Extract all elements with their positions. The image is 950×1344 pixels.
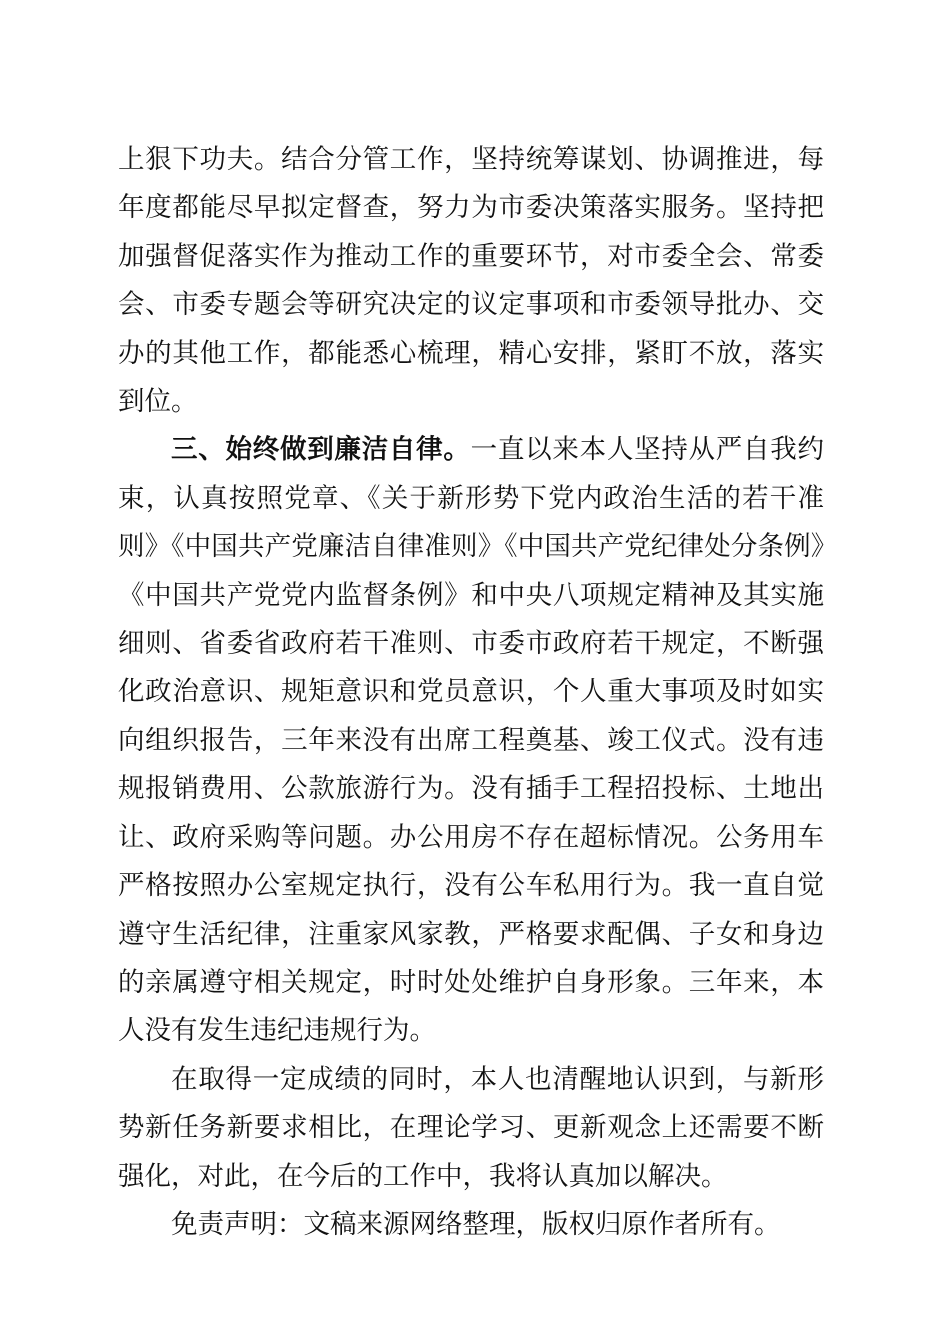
paragraph-text: 一直以来本人坚持从严自我约束，认真按照党章、《关于新形势下党内政治生活的若干准则》《中国共产党廉洁自律准则》《中国共产党纪律处分条例》《中国共产党党内监督条例》和中央八项规定精神及其实施细则、省委省政府若干准则、市委市政府若干规定，不断强化政治意识、规矩意识和党员意识，个人重大事项及时如实向组织报告，三年来没有出席工程奠基、竣工仪式。没有违规报销费用、公款旅游行为。没有插手工程招投标、土地出让、政府采购等问题。办公用房不存在超标情况。公务用车严格按照办公室规定执行，没有公车私用行为。我一直自觉遵守生活纪律，注重家风家教，严格要求配偶、子女和身边的亲属遵守相关规定，时时处处维护自身形象。三年来，本人没有发生违纪违规行为。 <box>118 434 825 1047</box>
paragraph-continuation <box>118 136 824 426</box>
paragraph-conclusion <box>118 1056 824 1201</box>
paragraph-section-three <box>118 426 824 1055</box>
paragraph-disclaimer <box>118 1201 824 1249</box>
disclaimer-text: 免责声明：文稿来源网络整理，版权归原作者所有。 <box>171 1208 781 1240</box>
paragraph-text: 在取得一定成绩的同时，本人也清醒地认识到，与新形势新任务新要求相比，在理论学习、更新观念上还需要不断强化，对此，在今后的工作中，我将认真加以解决。 <box>118 1063 824 1192</box>
paragraph-text: 上狠下功夫。结合分管工作，坚持统筹谋划、协调推进，每年度都能尽早拟定督查，努力为市委决策落实服务。坚持把加强督促落实作为推动工作的重要环节，对市委全会、常委会、市委专题会等研究决定的议定事项和市委领导批办、交办的其他工作，都能悉心梳理，精心安排，紧盯不放，落实到位。 <box>118 144 824 418</box>
document-body <box>118 136 824 1249</box>
section-heading: 三、始终做到廉洁自律。 <box>171 434 471 466</box>
